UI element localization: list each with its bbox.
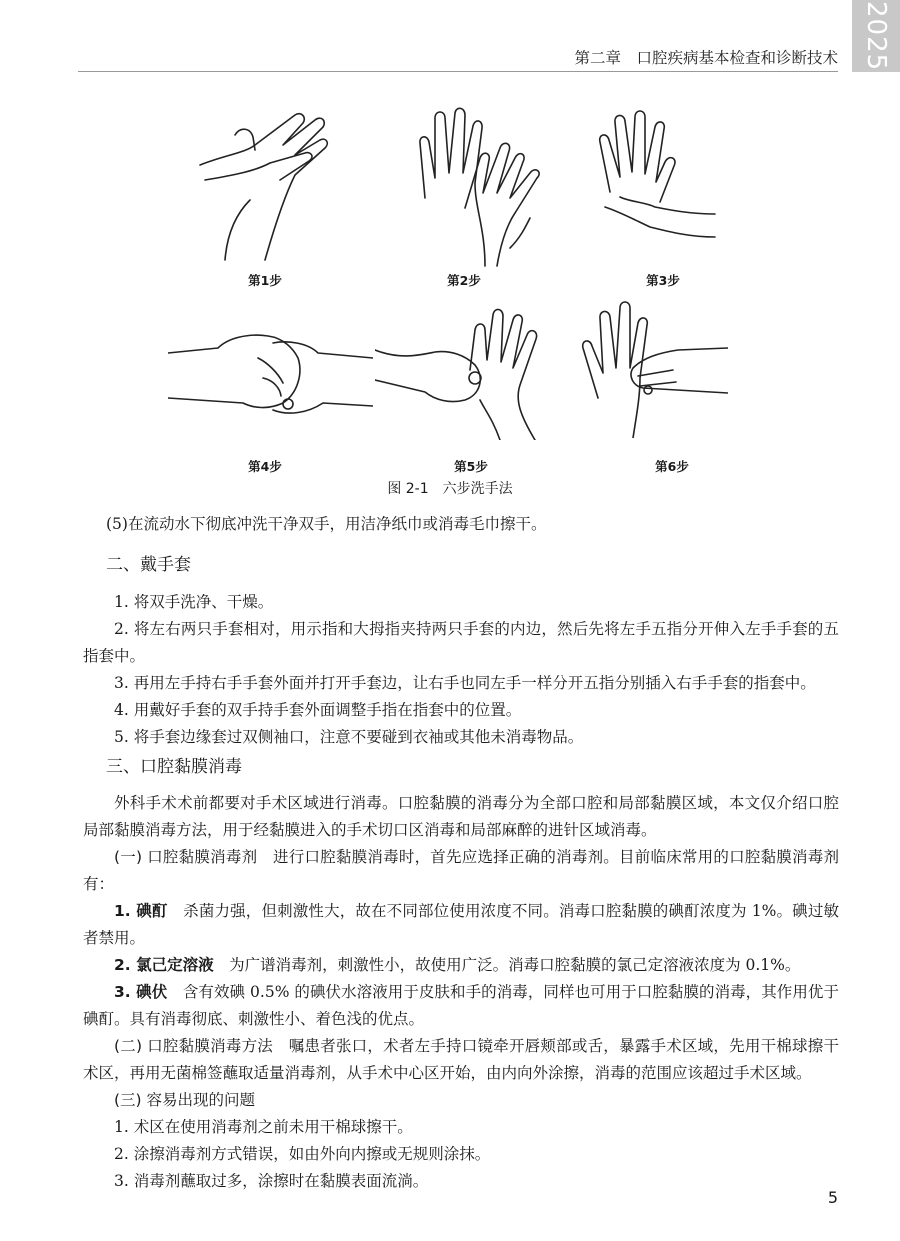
- hand-step-1-illustration: [195, 105, 350, 265]
- subsection-2-heading: (二) 口腔黏膜消毒方法: [114, 1037, 274, 1055]
- year-tab: 2025: [852, 0, 900, 72]
- agent-iodine-tincture: 1. 碘酊 杀菌力强，但刺激性大，故在不同部位使用浓度不同。消毒口腔黏膜的碘酊浓度为 1%。碘过敏者禁用。: [83, 902, 839, 947]
- running-header: 第二章 口腔疾病基本检查和诊断技术: [574, 49, 838, 67]
- step5-paragraph: (5)在流动水下彻底冲洗干净双手，用洁净纸巾或消毒毛巾擦干。: [106, 515, 547, 533]
- list-item: 5. 将手套边缘套过双侧袖口，注意不要碰到衣袖或其他未消毒物品。: [114, 728, 584, 746]
- list-item: 3. 再用左手持右手手套外面并打开手套边，让右手也同左手一样分开五指分别插入右手手套的指套中。: [114, 674, 816, 692]
- step-label-4: 第4步: [248, 459, 282, 474]
- list-item: 1. 将双手洗净、干燥。: [114, 593, 274, 611]
- agent-povidone-iodine: 3. 碘伏 含有效碘 0.5% 的碘伏水溶液用于皮肤和手的消毒，同样也可用于口腔黏膜的消毒，其作用优于碘酊。具有消毒彻底、刺激性小、着色浅的优点。: [83, 983, 839, 1028]
- hand-step-6-illustration: [578, 298, 728, 438]
- step-label-6: 第6步: [655, 459, 689, 474]
- hand-step-3-illustration: [590, 102, 720, 267]
- list-item: 2. 将左右两只手套相对，用示指和大拇指夹持两只手套的内边，然后先将左手五指分开伸入左手手套的五指套中。: [83, 620, 839, 665]
- subsection-1-heading: (一) 口腔黏膜消毒剂: [114, 848, 258, 866]
- intro-paragraph: 外科手术术前都要对手术区域进行消毒。口腔黏膜的消毒分为全部口腔和局部黏膜区域，本文仅介绍口腔局部黏膜消毒方法，用于经黏膜进入的手术切口区消毒和局部麻醉的进针区域消毒。: [83, 794, 839, 839]
- list-item: 4. 用戴好手套的双手持手套外面调整手指在指套中的位置。: [114, 701, 522, 719]
- list-item: 1. 术区在使用消毒剂之前未用干棉球擦干。: [114, 1118, 413, 1136]
- step-label-3: 第3步: [646, 273, 680, 288]
- page-number: 5: [827, 1188, 838, 1207]
- gloves-list: [83, 589, 839, 751]
- step-label-1: 第1步: [248, 273, 282, 288]
- section-heading-mucosa-disinfection: 三、口腔黏膜消毒: [106, 757, 242, 777]
- step-label-5: 第5步: [454, 459, 488, 474]
- section-heading-gloves: 二、戴手套: [106, 555, 191, 575]
- hand-step-2-illustration: [405, 98, 555, 268]
- hand-step-5-illustration: [375, 300, 555, 440]
- hand-step-4-illustration: [168, 318, 373, 423]
- mucosa-section-body: [83, 790, 839, 1195]
- subsection-1-paragraph: (一) 口腔黏膜消毒剂 进行口腔黏膜消毒时，首先应选择正确的消毒剂。目前临床常用的口腔黏膜消毒剂有：: [83, 848, 839, 893]
- figure-caption: 图 2-1 六步洗手法: [387, 481, 513, 497]
- subsection-3-heading: (三) 容易出现的问题: [114, 1091, 256, 1109]
- list-item: 2. 涂擦消毒剂方式错误，如由外向内擦或无规则涂抹。: [114, 1145, 491, 1163]
- agent-chlorhexidine: 2. 氯己定溶液 为广谱消毒剂，刺激性小，故使用广泛。消毒口腔黏膜的氯己定溶液浓度为 0.1%。: [114, 956, 801, 974]
- header-rule: [78, 71, 838, 72]
- step-label-2: 第2步: [447, 273, 481, 288]
- subsection-2-paragraph: (二) 口腔黏膜消毒方法 嘱患者张口，术者左手持口镜牵开唇颊部或舌，暴露手术区域，先用干棉球擦干术区，再用无菌棉签蘸取适量消毒剂，从手术中心区开始，由内向外涂擦，消毒的范围应该超过手术区域。: [83, 1037, 839, 1082]
- list-item: 3. 消毒剂蘸取过多，涂擦时在黏膜表面流淌。: [114, 1172, 429, 1190]
